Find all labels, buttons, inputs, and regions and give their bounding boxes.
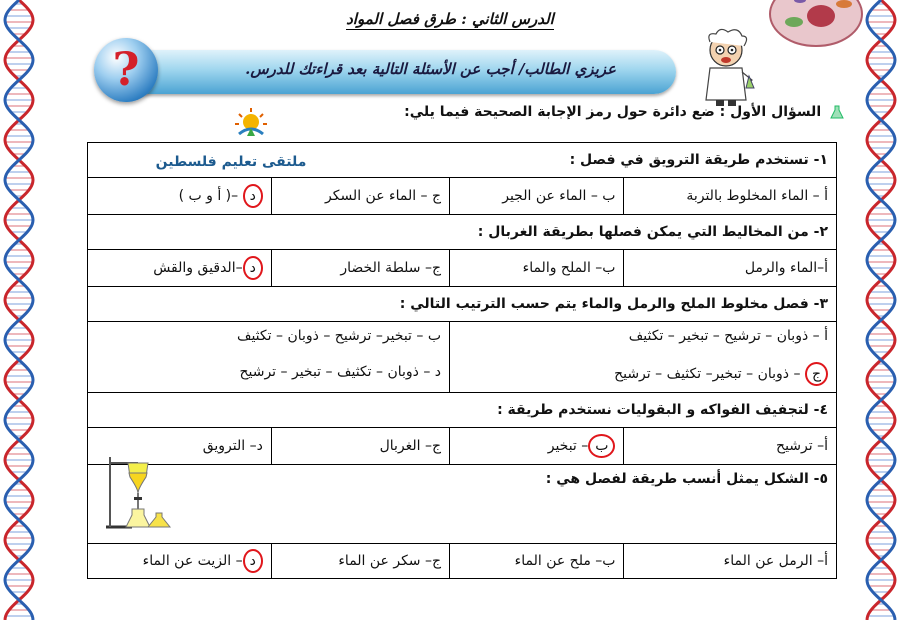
instruction-banner (116, 50, 676, 94)
scientist-icon (696, 28, 756, 106)
question-mark-icon: ? (94, 38, 158, 102)
option-b[interactable]: ب – تبخير– ترشيح – ذوبان – تكثيف (236, 328, 442, 344)
lesson-title: الدرس الثاني : طرق فصل المواد (346, 10, 554, 28)
option-b-selected[interactable]: ب– تبخير (450, 428, 624, 465)
answer-circle: د (243, 256, 263, 280)
options-row (88, 428, 837, 465)
separatory-funnel-icon (98, 453, 178, 529)
options-row (88, 250, 837, 287)
option-b[interactable]: ب– ملح عن الماء (450, 544, 624, 579)
options-column-left (88, 322, 450, 393)
section-header-text: السؤال الأول : ضع دائرة حول رمز الإجابة الصحيحة فيما يلي: (404, 104, 822, 120)
question-row (88, 143, 837, 178)
option-a[interactable]: أ – الماء المخلوط بالتربة (624, 178, 837, 215)
options-row (88, 178, 837, 215)
option-d-selected[interactable]: د –( أ و ب ) (88, 178, 272, 215)
option-c-selected[interactable]: ج – ذوبان – تبخير– تكثيف – ترشيح (614, 362, 828, 386)
logo-emblem-icon (231, 106, 271, 142)
question-text: ٢- من المخاليط التي يمكن فصلها بطريقة الغربال : (88, 215, 837, 250)
option-d-selected[interactable]: د– الزيت عن الماء (88, 544, 272, 579)
option-c[interactable]: ج– الغربال (271, 428, 449, 465)
answer-circle: د (243, 549, 263, 573)
option-b[interactable]: ب – الماء عن الجير (450, 178, 624, 215)
question-text: ٥- الشكل يمثل أنسب طريقة لفصل هي : (88, 465, 837, 544)
logo-text: ملتقى تعليم فلسطين (155, 154, 307, 170)
option-c[interactable]: ج– سكر عن الماء (271, 544, 449, 579)
option-b[interactable]: ب– الملح والماء (450, 250, 624, 287)
option-c[interactable]: ج – الماء عن السكر (271, 178, 449, 215)
flask-icon (830, 105, 844, 119)
option-a[interactable]: أ– الرمل عن الماء (624, 544, 837, 579)
answer-circle: د (243, 184, 263, 208)
option-a[interactable]: أ – ذوبان – ترشيح – تبخير – تكثيف (628, 328, 828, 344)
question-row (88, 393, 837, 428)
question-text: ١- تستخدم طريقة الترويق في فصل : (88, 143, 837, 178)
question-row (88, 465, 837, 544)
option-a[interactable]: أ–الماء والرمل (624, 250, 837, 287)
option-d-selected[interactable]: د–الدقيق والقش (88, 250, 272, 287)
question-text: ٣- فصل مخلوط الملح والرمل والماء يتم حسب الترتيب التالي : (88, 287, 837, 322)
options-row (88, 322, 837, 393)
banner-text: عزيزي الطالب/ أجب عن الأسئلة التالية بعد قراءتك للدرس. (245, 60, 616, 78)
section-header (404, 104, 844, 120)
answer-circle: ب (588, 434, 615, 458)
cell-illustration-icon (766, 0, 866, 50)
option-d[interactable]: د– الترويق (88, 428, 272, 465)
dna-border-left-icon (0, 0, 38, 620)
question-row (88, 215, 837, 250)
worksheet-page (46, 0, 854, 620)
options-column-right (450, 322, 837, 393)
option-d[interactable]: د – ذوبان – تكثيف – تبخير – ترشيح (239, 364, 442, 380)
option-c[interactable]: ج– سلطة الخضار (271, 250, 449, 287)
dna-border-right-icon (862, 0, 900, 620)
options-row (88, 544, 837, 579)
questions-table (87, 142, 837, 579)
question-text: ٤- لتجفيف الفواكه و البقوليات نستخدم طريقة : (88, 393, 837, 428)
option-a[interactable]: أ– ترشيح (624, 428, 837, 465)
answer-circle: ج (805, 362, 828, 386)
question-row (88, 287, 837, 322)
